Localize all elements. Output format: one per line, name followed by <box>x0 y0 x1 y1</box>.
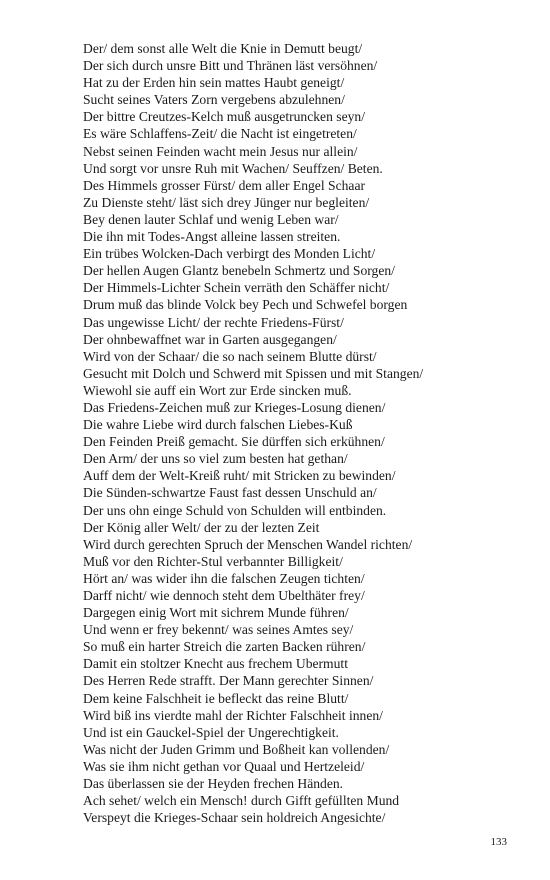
poem-line: Der bittre Creutzes-Kelch muß ausgetruncken seyn/ <box>83 109 365 125</box>
poem-line: Das überlassen sie der Heyden frechen Händen. <box>83 776 344 792</box>
poem-line: Gesucht mit Dolch und Schwerd mit Spissen und mit Stangen/ <box>83 365 424 381</box>
poem-line: Sucht seines Vaters Zorn vergebens abzulehnen/ <box>83 92 345 108</box>
poem-line: Was nicht der Juden Grimm und Boßheit kan vollenden/ <box>83 741 390 757</box>
poem-line: Verspeyt die Krieges-Schaar sein holdreich Angesichte/ <box>83 810 386 826</box>
poem-line: Hat zu der Erden hin sein mattes Haubt geneigt/ <box>83 75 345 91</box>
poem-line: Es wäre Schlaffens-Zeit/ die Nacht ist eingetreten/ <box>83 126 357 142</box>
poem-line: Den Arm/ der uns so viel zum besten hat gethan/ <box>83 451 348 467</box>
poem-line: Der hellen Augen Glantz benebeln Schmertz und Sorgen/ <box>83 263 395 279</box>
page-number: 133 <box>490 836 507 848</box>
poem-line: Darff nicht/ wie dennoch steht dem Ubelthäter frey/ <box>83 588 365 603</box>
poem-line: Der/ dem sonst alle Welt die Knie in Demutt beugt/ <box>83 41 363 56</box>
poem-line: So muß ein harter Streich die zarten Backen rühren/ <box>83 639 366 655</box>
poem-line: Bey denen lauter Schlaf und wenig Leben war/ <box>83 211 339 227</box>
poem-line: Dargegen einig Wort mit sichrem Munde führen/ <box>83 605 349 621</box>
poem-line: Und sorgt vor unsre Ruh mit Wachen/ Seuffzen/ Beten. <box>83 160 383 176</box>
poem-line: Das ungewisse Licht/ der rechte Friedens-Fürst/ <box>83 314 344 330</box>
poem-line: Das Friedens-Zeichen muß zur Krieges-Losung dienen/ <box>83 399 386 415</box>
poem-line: Damit ein stoltzer Knecht aus frechem Ubermutt <box>83 656 348 672</box>
poem-line: Nebst seinen Feinden wacht mein Jesus nur allein/ <box>83 143 358 159</box>
poem-line: Der König aller Welt/ der zu der lezten Zeit <box>83 519 320 535</box>
poem-line: Der Himmels-Lichter Schein verräth den Schäffer nicht/ <box>83 280 390 296</box>
poem-line: Wiewohl sie auff ein Wort zur Erde sincken muß. <box>83 382 352 398</box>
poem-line: Der uns ohn einge Schuld von Schulden will entbinden. <box>83 502 387 518</box>
poem-line: Der ohnbewaffnet war in Garten ausgegangen/ <box>83 331 337 347</box>
poem-line: Des Himmels grosser Fürst/ dem aller Engel Schaar <box>83 177 366 193</box>
poem-line: Ach sehet/ welch ein Mensch! durch Gifft gefüllten Mund <box>83 793 400 809</box>
poem-text <box>83 40 543 826</box>
poem-line: Hört an/ was wider ihn die falschen Zeugen tichten/ <box>83 570 365 586</box>
poem-line: Was sie ihm nicht gethan vor Quaal und Hertzeleid/ <box>83 758 365 774</box>
poem-line: Zu Dienste steht/ läst sich drey Jünger nur begleiten/ <box>83 194 370 210</box>
poem-line: Wird durch gerechten Spruch der Menschen Wandel richten/ <box>83 536 413 552</box>
poem-line: Des Herren Rede strafft. Der Mann gerechter Sinnen/ <box>83 673 374 689</box>
poem-line: Den Feinden Preiß gemacht. Sie dürffen sich erkühnen/ <box>83 434 385 450</box>
poem-line: Wird biß ins vierdte mahl der Richter Falschheit innen/ <box>83 707 383 723</box>
poem-line: Dem keine Falschheit ie befleckt das reine Blutt/ <box>83 690 349 706</box>
poem-line: Wird von der Schaar/ die so nach seinem Blutte dürst/ <box>83 348 377 364</box>
poem-line: Und wenn er frey bekennt/ was seines Amtes sey/ <box>83 622 354 638</box>
poem-line: Die ihn mit Todes-Angst alleine lassen streiten. <box>83 229 341 245</box>
poem-line: Die Sünden-schwartze Faust fast dessen Unschuld an/ <box>83 485 377 501</box>
poem-line: Und ist ein Gauckel-Spiel der Ungerechtigkeit. <box>83 724 339 740</box>
poem-line: Auff dem der Welt-Kreiß ruht/ mit Stricken zu bewinden/ <box>83 468 396 484</box>
poem-line: Ein trübes Wolcken-Dach verbirgt des Monden Licht/ <box>83 246 376 262</box>
poem-line: Drum muß das blinde Volck bey Pech und Schwefel borgen <box>83 297 408 313</box>
poem-line: Muß vor den Richter-Stul verbannter Billigkeit/ <box>83 553 343 569</box>
poem-line: Der sich durch unsre Bitt und Thränen läst versöhnen/ <box>83 58 378 74</box>
poem-line: Die wahre Liebe wird durch falschen Liebes-Kuß <box>83 417 353 433</box>
